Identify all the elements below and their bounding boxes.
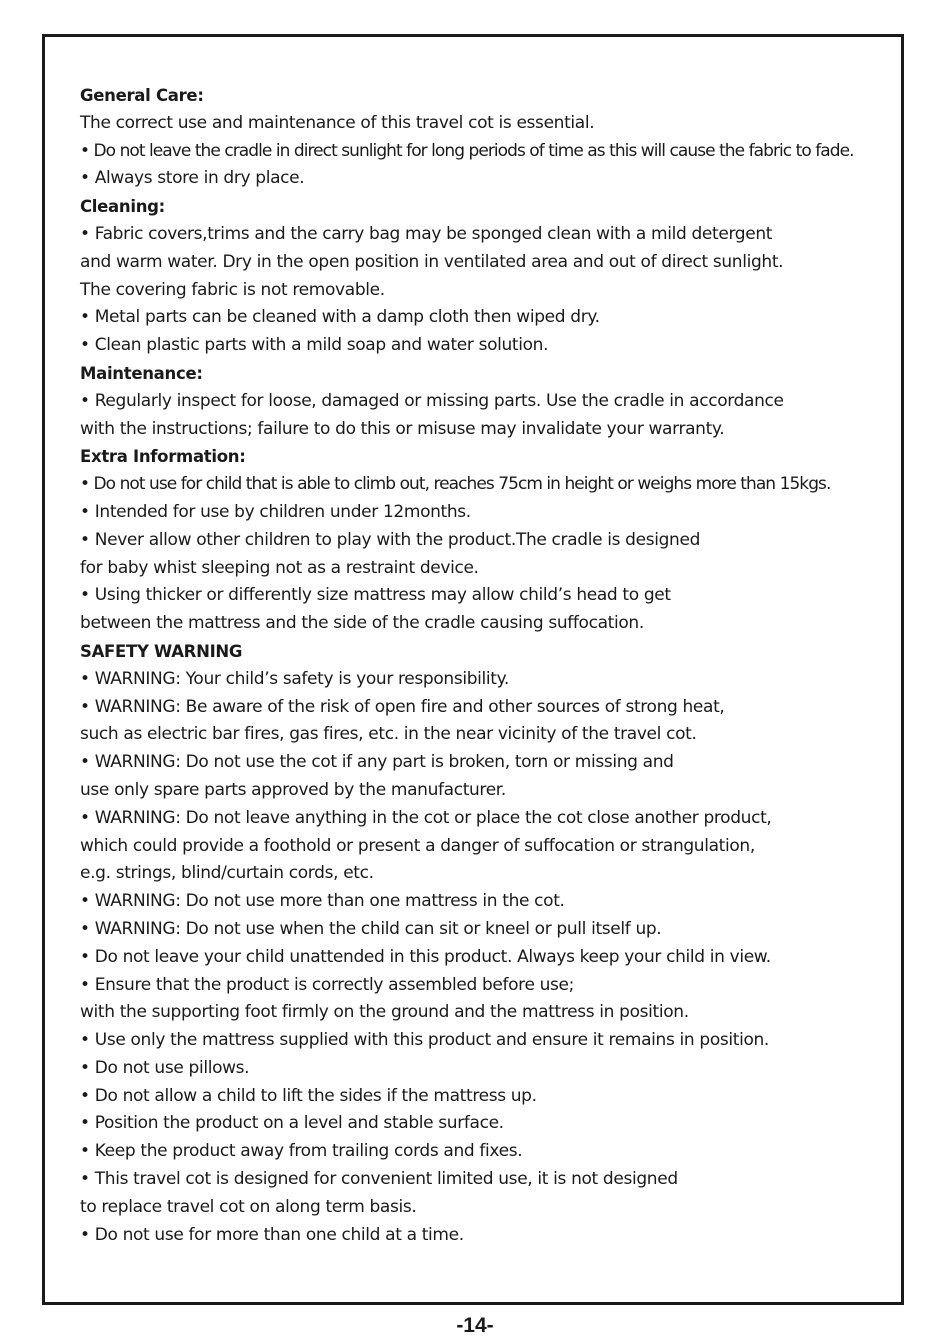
warning-line: • WARNING: Be aware of the risk of open fire and other sources of strong heat,	[80, 696, 725, 717]
bullet-line: • Use only the mattress supplied with this product and ensure it remains in position.	[80, 1030, 769, 1051]
text-line: which could provide a foothold or present a danger of suffocation or strangulation,	[80, 835, 755, 856]
warning-line: • WARNING: Do not use when the child can sit or kneel or pull itself up.	[80, 918, 662, 939]
warning-line: • WARNING: Do not leave anything in the cot or place the cot close another product,	[80, 807, 772, 828]
heading-extra-information: Extra Information:	[80, 447, 246, 467]
text-line: e.g. strings, blind/curtain cords, etc.	[80, 863, 374, 884]
warning-line: • WARNING: Do not use the cot if any part is broken, torn or missing and	[80, 752, 674, 773]
text-line: The correct use and maintenance of this travel cot is essential.	[80, 112, 595, 133]
bullet-line: • Do not use for child that is able to climb out, reaches 75cm in height or weighs more than 15kgs.	[80, 474, 831, 495]
bullet-line: • Do not leave your child unattended in this product. Always keep your child in view.	[80, 946, 771, 967]
bullet-line: • Do not allow a child to lift the sides if the mattress up.	[80, 1085, 537, 1106]
bullet-line: • Do not leave the cradle in direct sunlight for long periods of time as this will cause the fabric to fade.	[80, 140, 854, 161]
bullet-line: • Keep the product away from trailing cords and fixes.	[80, 1141, 523, 1162]
bullet-line: • This travel cot is designed for convenient limited use, it is not designed	[80, 1169, 678, 1190]
text-line: use only spare parts approved by the manufacturer.	[80, 779, 506, 800]
bullet-line: • Fabric covers,trims and the carry bag may be sponged clean with a mild detergent	[80, 223, 773, 244]
heading-safety-warning: SAFETY WARNING	[80, 641, 243, 661]
care-and-safety-text	[80, 82, 880, 1249]
heading-maintenance: Maintenance:	[80, 363, 203, 383]
warning-line: • WARNING: Do not use more than one mattress in the cot.	[80, 891, 565, 912]
text-line: and warm water. Dry in the open position in ventilated area and out of direct sunlight.	[80, 251, 784, 272]
bullet-line: • Do not use for more than one child at a time.	[80, 1224, 464, 1245]
bullet-line: • Ensure that the product is correctly assembled before use;	[80, 974, 575, 995]
page-number: -14-	[456, 1314, 494, 1337]
bullet-line: • Using thicker or differently size mattress may allow child’s head to get	[80, 585, 671, 606]
bullet-line: • Do not use pillows.	[80, 1057, 250, 1078]
text-line: with the instructions; failure to do this or misuse may invalidate your warranty.	[80, 418, 725, 439]
text-line: with the supporting foot firmly on the ground and the mattress in position.	[80, 1002, 689, 1023]
text-line: The covering fabric is not removable.	[80, 279, 385, 300]
heading-cleaning: Cleaning:	[80, 197, 165, 217]
heading-general-care: General Care:	[80, 86, 204, 105]
text-line: for baby whist sleeping not as a restraint device.	[80, 557, 479, 578]
bullet-line: • Clean plastic parts with a mild soap and water solution.	[80, 335, 549, 356]
text-line: to replace travel cot on along term basis.	[80, 1196, 417, 1217]
text-line: between the mattress and the side of the cradle causing suffocation.	[80, 613, 644, 634]
bullet-line: • Regularly inspect for loose, damaged or missing parts. Use the cradle in accordance	[80, 390, 784, 411]
bullet-line: • Metal parts can be cleaned with a damp cloth then wiped dry.	[80, 307, 600, 328]
bullet-line: • Position the product on a level and stable surface.	[80, 1113, 504, 1134]
bullet-line: • Always store in dry place.	[80, 168, 305, 189]
warning-line: • WARNING: Your child’s safety is your responsibility.	[80, 668, 509, 689]
text-line: such as electric bar fires, gas fires, etc. in the near vicinity of the travel cot.	[80, 724, 697, 745]
bullet-line: • Never allow other children to play with the product.The cradle is designed	[80, 529, 701, 550]
bullet-line: • Intended for use by children under 12months.	[80, 501, 471, 522]
